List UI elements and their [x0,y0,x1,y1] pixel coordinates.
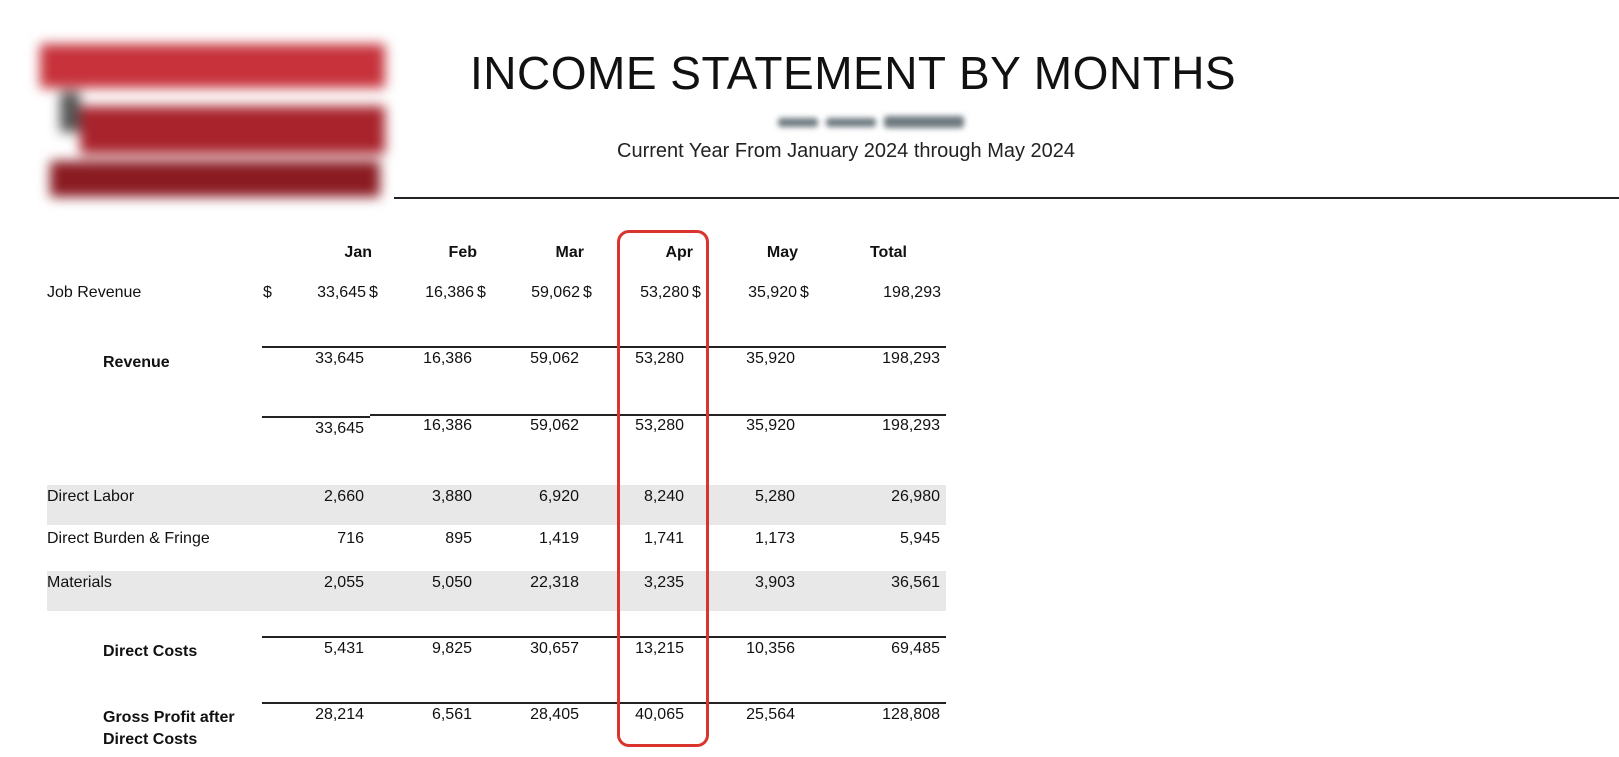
direct-labor-feb: 3,880 [431,488,472,505]
gross-profit-mar: 28,405 [530,706,579,723]
subtotal-jan: 33,645 [315,420,364,437]
col-header-jan: Jan [344,244,372,261]
job-revenue-total: 198,293 [883,284,941,301]
direct-costs-feb: 9,825 [431,640,472,657]
label-gross-profit-line1: Gross Profit after [103,709,235,726]
materials-mar: 22,318 [530,574,579,591]
materials-feb: 5,050 [431,574,472,591]
direct-burden-feb: 895 [445,530,472,547]
label-materials: Materials [47,574,112,591]
direct-costs-apr: 13,215 [635,640,684,657]
direct-costs-may: 10,356 [746,640,795,657]
label-job-revenue: Job Revenue [47,284,142,301]
revenue-jan: 33,645 [315,350,364,367]
currency-job-revenue-mar: $ [583,284,592,301]
direct-costs-mar: 30,657 [530,640,579,657]
col-header-total: Total [869,244,907,261]
revenue-mar: 59,062 [530,350,579,367]
direct-labor-total: 26,980 [891,488,940,505]
rule-above-gross-profit [262,702,946,704]
gross-profit-jan: 28,214 [315,706,364,723]
revenue-total: 198,293 [882,350,940,367]
job-revenue-mar: 59,062 [531,284,580,301]
row-shade-direct-labor [47,485,946,525]
materials-may: 3,903 [754,574,795,591]
company-name-redacted [778,112,968,134]
revenue-feb: 16,386 [423,350,472,367]
rule-above-subtotal-left [262,416,370,418]
materials-apr: 3,235 [643,574,684,591]
subtotal-apr: 53,280 [635,417,684,434]
report-title: INCOME STATEMENT BY MONTHS [470,47,1237,99]
header-divider [394,197,1619,199]
currency-job-revenue-feb: $ [477,284,486,301]
job-revenue-may: 35,920 [748,284,797,301]
currency-job-revenue-may: $ [800,284,809,301]
direct-burden-mar: 1,419 [538,530,579,547]
subtotal-feb: 16,386 [423,417,472,434]
direct-burden-total: 5,945 [899,530,940,547]
direct-costs-jan: 5,431 [323,640,364,657]
materials-total: 36,561 [891,574,940,591]
revenue-apr: 53,280 [635,350,684,367]
label-revenue: Revenue [103,354,170,371]
job-revenue-feb: 16,386 [425,284,474,301]
direct-burden-apr: 1,741 [643,530,684,547]
gross-profit-may: 25,564 [746,706,795,723]
direct-labor-may: 5,280 [754,488,795,505]
april-column-highlight [617,230,709,747]
subtotal-total: 198,293 [882,417,940,434]
label-direct-costs: Direct Costs [103,643,198,660]
gross-profit-feb: 6,561 [431,706,472,723]
company-logo [40,36,385,206]
col-header-feb: Feb [448,244,477,261]
revenue-may: 35,920 [746,350,795,367]
row-shade-materials [47,571,946,611]
col-header-may: May [766,244,798,261]
subtotal-may: 35,920 [746,417,795,434]
label-gross-profit-line2: Direct Costs [103,731,198,748]
direct-labor-jan: 2,660 [323,488,364,505]
gross-profit-apr: 40,065 [635,706,684,723]
label-direct-labor: Direct Labor [47,488,135,505]
rule-above-revenue [262,346,946,348]
currency-job-revenue-apr: $ [692,284,701,301]
direct-costs-total: 69,485 [891,640,940,657]
job-revenue-apr: 53,280 [640,284,689,301]
rule-above-direct-costs [262,636,946,638]
report-period: Current Year From January 2024 through May 2024 [617,140,1076,162]
col-header-mar: Mar [555,244,584,261]
job-revenue-jan: 33,645 [317,284,366,301]
currency-job-revenue-jan: $ [369,284,378,301]
subtotal-mar: 59,062 [530,417,579,434]
materials-jan: 2,055 [323,574,364,591]
currency-job-revenue-lead: $ [263,284,272,301]
gross-profit-total: 128,808 [882,706,940,723]
direct-labor-mar: 6,920 [538,488,579,505]
direct-labor-apr: 8,240 [643,488,684,505]
label-direct-burden: Direct Burden & Fringe [47,530,210,547]
col-header-apr: Apr [665,244,693,261]
direct-burden-jan: 716 [337,530,364,547]
direct-burden-may: 1,173 [754,530,795,547]
